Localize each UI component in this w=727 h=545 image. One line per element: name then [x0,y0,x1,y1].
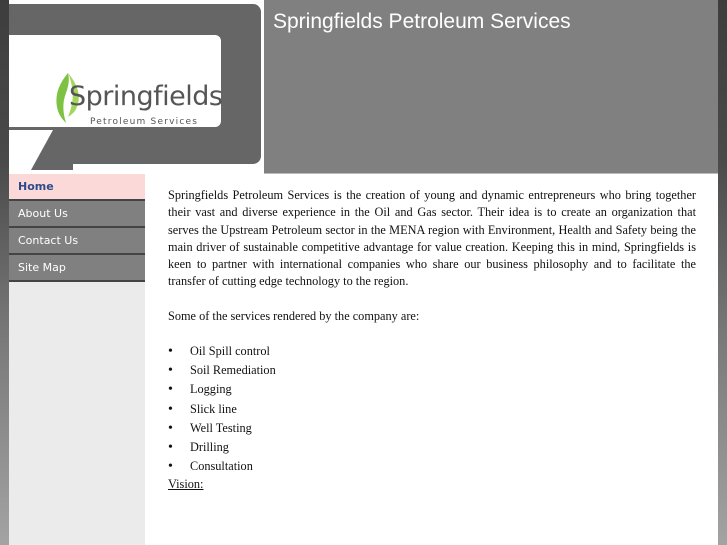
logo-area [9,0,264,174]
logo-frame-slant [31,130,53,170]
list-item: • Oil Spill control [168,342,696,361]
list-item: • Drilling [168,438,696,457]
logo-frame-foot [53,126,73,170]
list-item: • Consultation [168,457,696,476]
header-banner [264,0,718,174]
vision-heading: Vision: [168,477,204,492]
logo-tagline: Petroleum Services [90,117,199,127]
main-content [168,187,696,494]
logo[interactable] [9,35,221,127]
list-item: • Logging [168,380,696,399]
sidebar-item-home[interactable]: Home [9,174,145,201]
list-item: • Soil Remediation [168,361,696,380]
sidebar-item-site-map[interactable]: Site Map [9,255,145,282]
list-item: • Slick line [168,400,696,419]
services-heading: Some of the services rendered by the company are: [168,308,420,323]
site-title: Springfields Petroleum Services [273,10,571,33]
sidebar-item-contact-us[interactable]: Contact Us [9,228,145,255]
services-list [168,342,696,476]
logo-wordmark: Springfields [69,81,223,112]
list-item: • Well Testing [168,419,696,438]
page [9,0,718,545]
sidebar-nav [9,174,145,545]
intro-paragraph: Springfields Petroleum Services is the creation of young and dynamic entrepreneurs who bring together their vast and diverse experience in the Oil and Gas sector. Their idea is to create an organization that serves the Upstream Petroleum sector in the MENA region with Environment, Health and Safety being the main driver of sustainable competitive advantage for value creation. Keeping this in mind, Springfields is keen to partner with international companies who share our business philosophy and to facilitate the transfer of cutting edge technology to the region. [168,188,696,289]
sidebar-item-about-us[interactable]: About Us [9,201,145,228]
